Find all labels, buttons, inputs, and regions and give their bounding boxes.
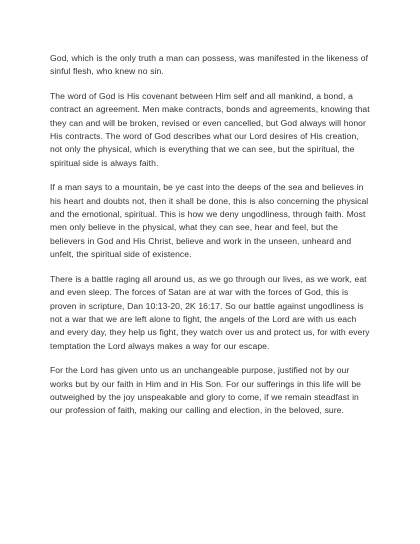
paragraph-1: God, which is the only truth a man can possess, was manifested in the likeness of sinful flesh, who knew no sin. xyxy=(50,53,369,77)
paragraph-2: The word of God is His covenant between Him self and all mankind, a bond, a contract an agreement. Men make contracts, bonds and agreements, knowing that they can and will be broken, revised or even cancelled, but God always will honor His contracts. The word of God describes what our Lord desires of His creation, not only the physical, which is everything that we can see, but the spiritual, the spiritual side is always faith. xyxy=(50,90,370,168)
paragraph-5: For the Lord has given unto us an unchangeable purpose, justified not by our works but by our faith in Him and in His Son. For our sufferings in this life will be outweighed by the joy unspeakable and glory to come, if we remain steadfast in our profession of faith, making our calling and election, in the beloved, sure. xyxy=(50,365,361,416)
document-body xyxy=(50,52,372,429)
paragraph-4: There is a battle raging all around us, as we go through our lives, as we work, eat and even sleep. The forces of Satan are at war with the forces of God, this is proven in scripture, Dan 10:13-20, 2K 16:17. So our battle against ungodliness is not a war that we are left alone to fight, the angels of the Lord are with us each and every day, they help us fight, they watch over us and protect us, for with every temptation the Lord always makes a way for our escape. xyxy=(50,273,370,351)
paragraph-3: If a man says to a mountain, be ye cast into the deeps of the sea and believes in his heart and doubts not, then it shall be done, this is also concerning the physical and the emotional, spiritual. This is how we deny ungodliness, through faith. Most men only believe in the physical, what they can see, hear and feel, but the believers in God and His Christ, believe and work in the unseen, unheard and unfelt, the spiritual side of existence. xyxy=(50,182,369,260)
